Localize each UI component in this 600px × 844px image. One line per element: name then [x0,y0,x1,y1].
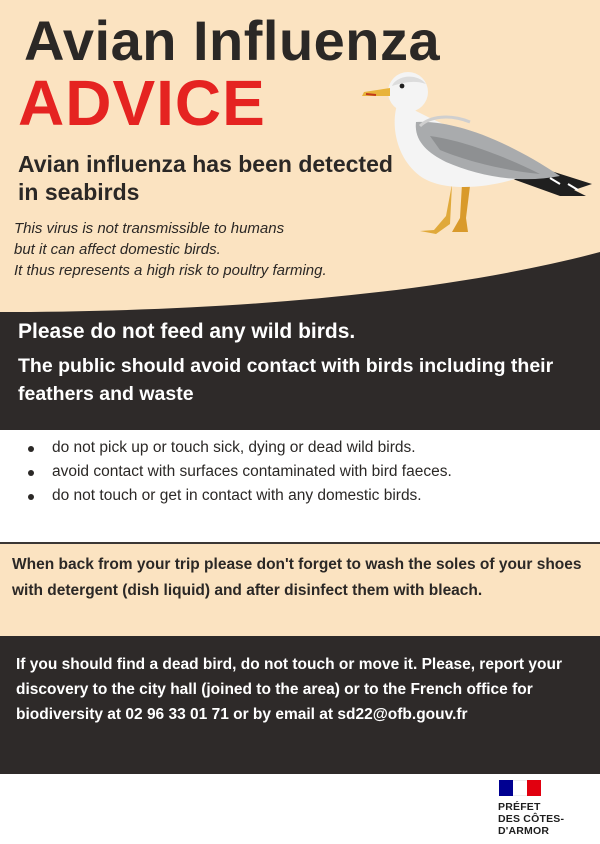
virus-note-line: It thus represents a high risk to poultry farming. [14,262,327,279]
bullet-icon [28,446,34,452]
logo-line: DES CÔTES- [498,813,565,825]
virus-note-line: This virus is not transmissible to humans [14,220,285,237]
list-item [28,486,590,506]
report-section [0,636,600,774]
bullet-icon [28,470,34,476]
virus-note-line: but it can affect domestic birds. [14,241,221,258]
list-item [28,438,590,458]
list-item-text: do not pick up or touch sick, dying or dead wild birds. [52,439,416,456]
logo-line: D'ARMOR [498,825,550,837]
avoid-contact-notice: The public should avoid contact with birds including their feathers and waste [18,355,554,405]
bullet-list [28,438,590,506]
list-item-text: avoid contact with surfaces contaminated with bird faeces. [52,463,452,480]
page-title: Avian Influenza [24,9,441,72]
headline: Avian influenza has been detected in seabirds [18,151,393,205]
no-feeding-notice: Please do not feed any wild birds. [18,320,356,343]
wash-notice: When back from your trip please don't forget to wash the soles of your shoes with detergent (dish liquid) and after disinfect them with bleach. [12,556,582,599]
list-item-text: do not touch or get in contact with any domestic birds. [52,487,422,504]
advice-bullets [0,430,600,544]
bullet-icon [28,494,34,500]
seagull-icon [360,66,595,241]
marianne-flag-icon [499,780,541,796]
logo-text [498,801,598,837]
advice-heading: ADVICE [18,67,266,139]
list-item [28,462,590,482]
wash-section [0,544,600,636]
logo-line: PRÉFET [498,801,541,813]
prefet-logo [498,780,598,837]
footer [0,774,600,844]
dark-heading [18,318,593,408]
report-notice: If you should find a dead bird, do not touch or move it. Please, report your discovery to the city hall (joined to the area) or to the French office for biodiversity at 02 96 33 01 71 or by email at sd22@ofb.gouv.fr [16,656,562,723]
